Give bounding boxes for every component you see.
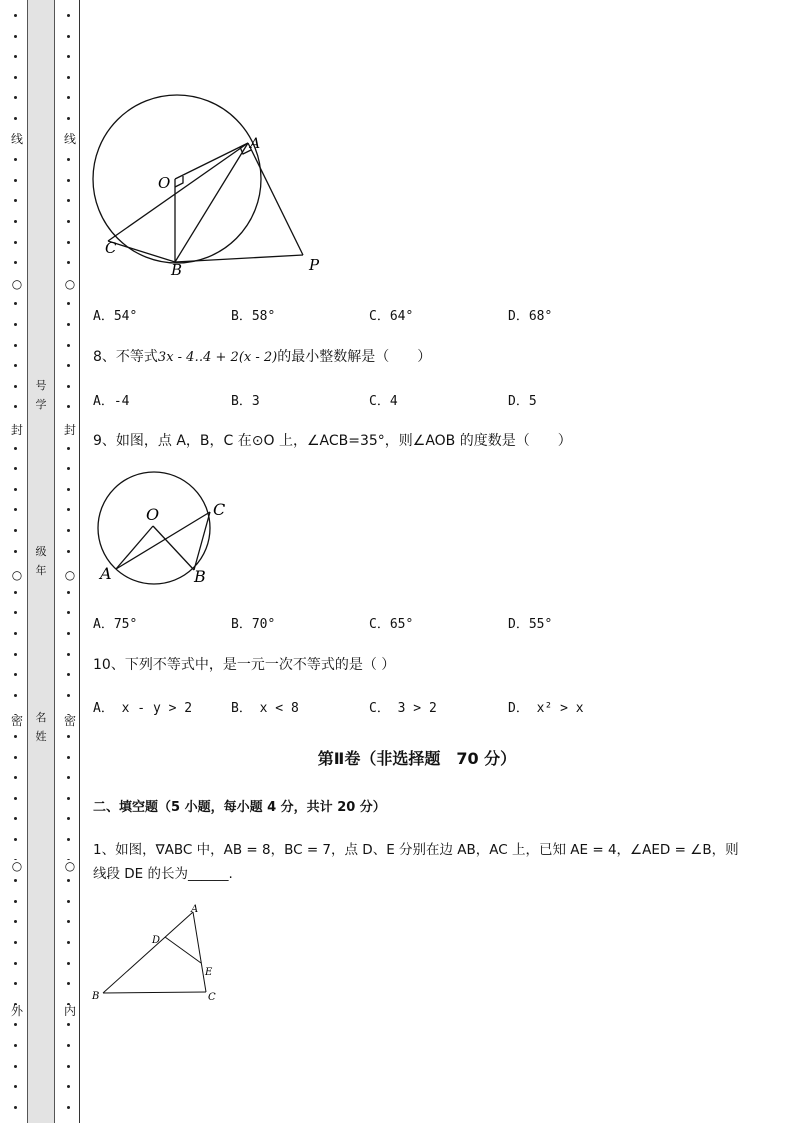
inner-label-circle: ○	[62, 569, 78, 581]
inner-label-feng: 封	[63, 423, 76, 437]
outer-label-circle: ○	[9, 860, 25, 872]
margin-dot	[14, 261, 17, 264]
margin-dot	[14, 838, 17, 841]
q9-option-d[interactable]: D．55°	[508, 617, 553, 632]
fill1-segment-bc	[103, 992, 206, 993]
margin-dot	[14, 385, 17, 388]
q7-option-c[interactable]: C．64°	[369, 309, 414, 324]
q9-option-c[interactable]: C．65°	[369, 617, 414, 632]
q8-option-b[interactable]: B．3	[231, 394, 260, 409]
margin-dot	[67, 1044, 70, 1047]
q9-segment-ob	[153, 526, 194, 570]
q9-segment-ac	[116, 512, 210, 569]
margin-dot	[67, 35, 70, 38]
fill1-label-c: C	[208, 992, 216, 1003]
margin-dot	[67, 158, 70, 161]
margin-dot	[14, 364, 17, 367]
q8-option-c[interactable]: C．4	[369, 394, 398, 409]
margin-dot	[67, 241, 70, 244]
fill1-segment-ab	[103, 912, 193, 993]
q8-suffix: 的最小整数解是（ ）	[277, 349, 432, 365]
margin-dot	[14, 797, 17, 800]
margin-dot	[67, 302, 70, 305]
q7-label-o: O	[158, 174, 171, 192]
margin-dot	[14, 344, 17, 347]
fill1-label-d: D	[152, 935, 161, 946]
margin-dot	[67, 1106, 70, 1109]
margin-dot	[14, 1065, 17, 1068]
q7-option-a[interactable]: A．54°	[93, 309, 138, 324]
margin-dot	[67, 632, 70, 635]
margin-dot	[67, 1085, 70, 1088]
margin-dot	[67, 776, 70, 779]
margin-dot	[14, 55, 17, 58]
margin-dot	[14, 941, 17, 944]
margin-dot	[14, 529, 17, 532]
margin-dot	[67, 900, 70, 903]
inner-label-xian: 线	[63, 132, 76, 146]
outer-label-mi: 密	[10, 714, 23, 728]
margin-dot	[14, 1085, 17, 1088]
margin-dot	[14, 962, 17, 965]
outer-label-feng: 封	[10, 423, 23, 437]
margin-dot	[14, 76, 17, 79]
fill1-label-a: A	[191, 904, 199, 915]
margin-dot	[67, 817, 70, 820]
margin-dot	[14, 323, 17, 326]
margin-dot	[67, 838, 70, 841]
q7-label-c: C	[105, 239, 117, 257]
margin-dot	[14, 220, 17, 223]
margin-dot	[14, 96, 17, 99]
margin-dot	[67, 364, 70, 367]
margin-dot	[14, 550, 17, 553]
margin-dot	[67, 488, 70, 491]
margin-dot	[14, 447, 17, 450]
inner-label-nei: 内	[63, 1004, 76, 1018]
margin-dot	[14, 735, 17, 738]
margin-rule	[79, 0, 80, 1123]
margin-dot	[67, 508, 70, 511]
outer-label-circle: ○	[9, 278, 25, 290]
q10-option-a[interactable]: A． x - y > 2	[93, 701, 193, 716]
margin-dot	[67, 344, 70, 347]
q7-label-b: B	[171, 261, 183, 279]
margin-dot	[67, 447, 70, 450]
margin-dot	[67, 55, 70, 58]
margin-dot	[67, 220, 70, 223]
margin-dot	[14, 632, 17, 635]
q10-option-c[interactable]: C． 3 > 2	[369, 701, 437, 716]
margin-dot	[67, 405, 70, 408]
margin-dot	[14, 508, 17, 511]
margin-dot	[67, 323, 70, 326]
margin-dot	[67, 673, 70, 676]
fill1-segment-ac	[193, 912, 206, 992]
margin-dot	[67, 797, 70, 800]
margin-dot	[67, 550, 70, 553]
margin-dot	[67, 1023, 70, 1026]
margin-dot	[14, 611, 17, 614]
q9-label-c: C	[213, 500, 226, 519]
fill1-segment-de	[165, 937, 201, 963]
fill1-label-e: E	[205, 967, 213, 978]
margin-dot	[67, 694, 70, 697]
fill1-line2: 线段 DE 的长为______.	[93, 866, 233, 882]
margin-dot	[14, 467, 17, 470]
outer-label-circle: ○	[9, 569, 25, 581]
margin-dot	[14, 879, 17, 882]
outer-label-wai: 外	[10, 1004, 23, 1018]
margin-dot	[67, 14, 70, 17]
q7-option-d[interactable]: D．68°	[508, 309, 553, 324]
q7-segment-ap	[248, 143, 303, 255]
margin-dot	[14, 405, 17, 408]
q8-option-d[interactable]: D．5	[508, 394, 537, 409]
q8-stem	[93, 346, 431, 366]
margin-dot	[14, 694, 17, 697]
section-heading: 二、填空题（5 小题，每小题 4 分，共计 20 分）	[93, 800, 386, 815]
margin-dot	[14, 900, 17, 903]
inner-dot-column	[61, 0, 77, 1123]
name-label: 名姓	[35, 711, 47, 743]
inner-label-mi: 密	[63, 714, 76, 728]
margin-dot	[67, 529, 70, 532]
q10-option-b[interactable]: B． x < 8	[231, 701, 299, 716]
margin-dot	[67, 117, 70, 120]
q8-inequality: 3x - 4‥4 + 2(x - 2)	[157, 350, 278, 365]
margin-dot	[14, 241, 17, 244]
margin-dot	[67, 199, 70, 202]
margin-dot	[67, 467, 70, 470]
q8-option-a[interactable]: A．-4	[93, 394, 130, 409]
margin-dot	[67, 611, 70, 614]
margin-dot	[67, 982, 70, 985]
q7-figure	[88, 92, 333, 282]
q9-stem: 9、如图，点 A，B，C 在⊙O 上，∠ACB=35°，则∠AOB 的度数是（ ）	[93, 433, 572, 449]
q7-option-b[interactable]: B．58°	[231, 309, 276, 324]
margin-dot	[67, 591, 70, 594]
margin-dot	[14, 14, 17, 17]
fill1-line1: 1、如图，∇ABC 中，AB = 8，BC = 7，点 D、E 分别在边 AB，AC 上，已知 AE = 4，∠AED = ∠B，则	[93, 842, 739, 858]
q7-segment-cb	[108, 241, 175, 262]
q7-segment-ca	[108, 143, 248, 241]
margin-dot	[14, 673, 17, 676]
outer-dot-column	[8, 0, 24, 1123]
margin-dot	[14, 653, 17, 656]
fill1-figure	[88, 900, 228, 1008]
part2-title: 第Ⅱ卷（非选择题 70 分）	[317, 749, 517, 768]
margin-dot	[14, 1106, 17, 1109]
q7-segment-bp	[175, 255, 303, 262]
q7-circle	[93, 95, 261, 263]
margin-dot	[14, 179, 17, 182]
outer-label-xian: 线	[10, 132, 23, 146]
margin-dot	[67, 941, 70, 944]
margin-dot	[67, 653, 70, 656]
margin-dot	[14, 920, 17, 923]
margin-dot	[67, 76, 70, 79]
q10-stem: 10、下列不等式中，是一元一次不等式的是（ ）	[93, 657, 396, 673]
margin-dot	[14, 199, 17, 202]
margin-dot	[14, 776, 17, 779]
margin-dot	[14, 817, 17, 820]
q9-figure	[92, 465, 237, 590]
margin-dot	[14, 591, 17, 594]
margin-dot	[14, 982, 17, 985]
q9-label-b: B	[194, 567, 206, 586]
inner-label-circle: ○	[62, 860, 78, 872]
margin-dot	[14, 302, 17, 305]
margin-dot	[67, 179, 70, 182]
q7-label-a: A	[250, 136, 261, 152]
q10-option-d[interactable]: D． x² > x	[508, 701, 584, 716]
margin-dot	[67, 96, 70, 99]
margin-dot	[67, 879, 70, 882]
student-number-label: 号学	[35, 379, 47, 411]
q9-option-a[interactable]: A．75°	[93, 617, 138, 632]
margin-dot	[14, 1044, 17, 1047]
margin-dot	[14, 117, 17, 120]
margin-dot	[14, 1023, 17, 1026]
q9-option-b[interactable]: B．70°	[231, 617, 276, 632]
margin-dot	[67, 385, 70, 388]
q9-segment-ao	[116, 526, 153, 569]
q7-label-p: P	[309, 256, 320, 274]
margin-dot	[14, 488, 17, 491]
q9-label-o: O	[146, 505, 160, 524]
margin-dot	[67, 1065, 70, 1068]
margin-dot	[67, 962, 70, 965]
margin-dot	[14, 158, 17, 161]
q8-prefix: 8、不等式	[93, 349, 158, 365]
fill1-label-b: B	[92, 991, 100, 1002]
q9-label-a: A	[100, 564, 112, 583]
inner-label-circle: ○	[62, 278, 78, 290]
margin-dot	[14, 35, 17, 38]
grade-label: 级年	[35, 545, 47, 577]
margin-dot	[67, 735, 70, 738]
margin-dot	[67, 920, 70, 923]
margin-dot	[67, 261, 70, 264]
